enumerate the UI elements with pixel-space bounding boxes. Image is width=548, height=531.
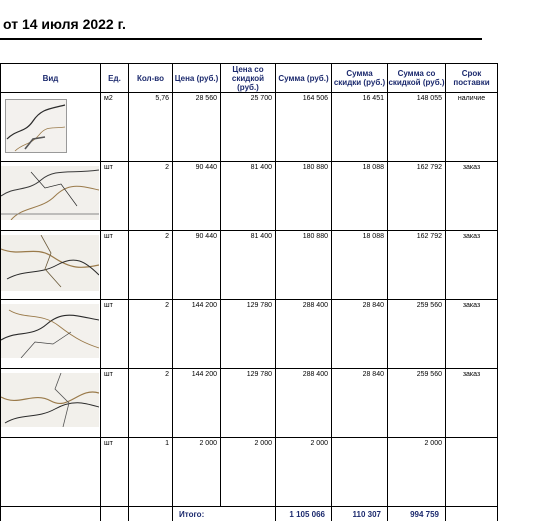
cell-sum: 288 400 bbox=[276, 300, 332, 369]
cell-price: 90 440 bbox=[173, 162, 221, 231]
cell-discount: 18 088 bbox=[332, 231, 388, 300]
table-row bbox=[1, 93, 498, 162]
cell-delivery: заказ bbox=[446, 231, 498, 300]
cell-sum: 2 000 bbox=[276, 438, 332, 507]
product-image-cell bbox=[1, 300, 101, 369]
table-row bbox=[1, 231, 498, 300]
cell-sum: 180 880 bbox=[276, 162, 332, 231]
marble-slab-image bbox=[1, 235, 99, 291]
totals-sum-discounted: 994 759 bbox=[388, 507, 446, 522]
cell-discount: 18 088 bbox=[332, 162, 388, 231]
cell-price-discounted: 129 780 bbox=[221, 369, 276, 438]
cell-delivery: заказ bbox=[446, 369, 498, 438]
cell-sum: 164 506 bbox=[276, 93, 332, 162]
totals-label: Итого: bbox=[173, 507, 276, 522]
cell-delivery: наличие bbox=[446, 93, 498, 162]
table-row bbox=[1, 162, 498, 231]
cell-discount: 28 840 bbox=[332, 300, 388, 369]
cell-discount: 28 840 bbox=[332, 369, 388, 438]
col-header-price: Цена (руб.) bbox=[173, 64, 221, 93]
product-image-cell bbox=[1, 231, 101, 300]
cell-sum-discounted: 259 560 bbox=[388, 369, 446, 438]
marble-slab-image bbox=[1, 373, 99, 427]
product-image-cell bbox=[1, 438, 101, 507]
cell-sum-discounted: 148 055 bbox=[388, 93, 446, 162]
product-image-cell bbox=[1, 162, 101, 231]
cell-sum: 288 400 bbox=[276, 369, 332, 438]
cell-sum: 180 880 bbox=[276, 231, 332, 300]
cell-price: 144 200 bbox=[173, 300, 221, 369]
col-header-view: Вид bbox=[1, 64, 101, 93]
marble-slab-image bbox=[1, 166, 99, 220]
cell-delivery: заказ bbox=[446, 162, 498, 231]
cell-qty: 5,76 bbox=[129, 93, 173, 162]
cell-price-discounted: 81 400 bbox=[221, 231, 276, 300]
title-underline bbox=[0, 38, 482, 40]
col-header-discount: Сумма скидки (руб.) bbox=[332, 64, 388, 93]
cell-qty: 2 bbox=[129, 369, 173, 438]
cell-unit: м2 bbox=[101, 93, 129, 162]
cell-qty: 2 bbox=[129, 162, 173, 231]
totals-sum: 1 105 066 bbox=[276, 507, 332, 522]
col-header-price-discounted: Цена со скидкой (руб.) bbox=[221, 64, 276, 93]
col-header-qty: Кол-во bbox=[129, 64, 173, 93]
cell-unit: шт bbox=[101, 438, 129, 507]
cell-sum-discounted: 162 792 bbox=[388, 231, 446, 300]
product-image-cell bbox=[1, 93, 101, 162]
cell-price-discounted: 2 000 bbox=[221, 438, 276, 507]
totals-row bbox=[1, 507, 498, 522]
cell-price: 28 560 bbox=[173, 93, 221, 162]
cell-delivery: заказ bbox=[446, 300, 498, 369]
col-header-delivery: Срок поставки bbox=[446, 64, 498, 93]
cell-unit: шт bbox=[101, 162, 129, 231]
cell-price-discounted: 25 700 bbox=[221, 93, 276, 162]
col-header-sum-discounted: Сумма со скидкой (руб.) bbox=[388, 64, 446, 93]
cell-qty: 2 bbox=[129, 231, 173, 300]
marble-slab-image bbox=[1, 304, 99, 358]
product-image-cell bbox=[1, 369, 101, 438]
cell-price-discounted: 129 780 bbox=[221, 300, 276, 369]
cell-qty: 1 bbox=[129, 438, 173, 507]
cell-unit: шт bbox=[101, 369, 129, 438]
cell-price: 144 200 bbox=[173, 369, 221, 438]
document-title: от 14 июля 2022 г. bbox=[3, 16, 126, 32]
table-row bbox=[1, 300, 498, 369]
table-row bbox=[1, 438, 498, 507]
cell-sum-discounted: 2 000 bbox=[388, 438, 446, 507]
col-header-unit: Ед. bbox=[101, 64, 129, 93]
cell-price: 90 440 bbox=[173, 231, 221, 300]
marble-slab-image bbox=[5, 99, 67, 153]
cell-unit: шт bbox=[101, 231, 129, 300]
cell-price-discounted: 81 400 bbox=[221, 162, 276, 231]
table-header-row bbox=[1, 64, 498, 93]
cell-unit: шт bbox=[101, 300, 129, 369]
col-header-sum: Сумма (руб.) bbox=[276, 64, 332, 93]
specification-table bbox=[0, 63, 498, 521]
table-row bbox=[1, 369, 498, 438]
totals-discount: 110 307 bbox=[332, 507, 388, 522]
cell-qty: 2 bbox=[129, 300, 173, 369]
cell-sum-discounted: 162 792 bbox=[388, 162, 446, 231]
cell-discount bbox=[332, 438, 388, 507]
cell-price: 2 000 bbox=[173, 438, 221, 507]
cell-discount: 16 451 bbox=[332, 93, 388, 162]
cell-delivery bbox=[446, 438, 498, 507]
cell-sum-discounted: 259 560 bbox=[388, 300, 446, 369]
